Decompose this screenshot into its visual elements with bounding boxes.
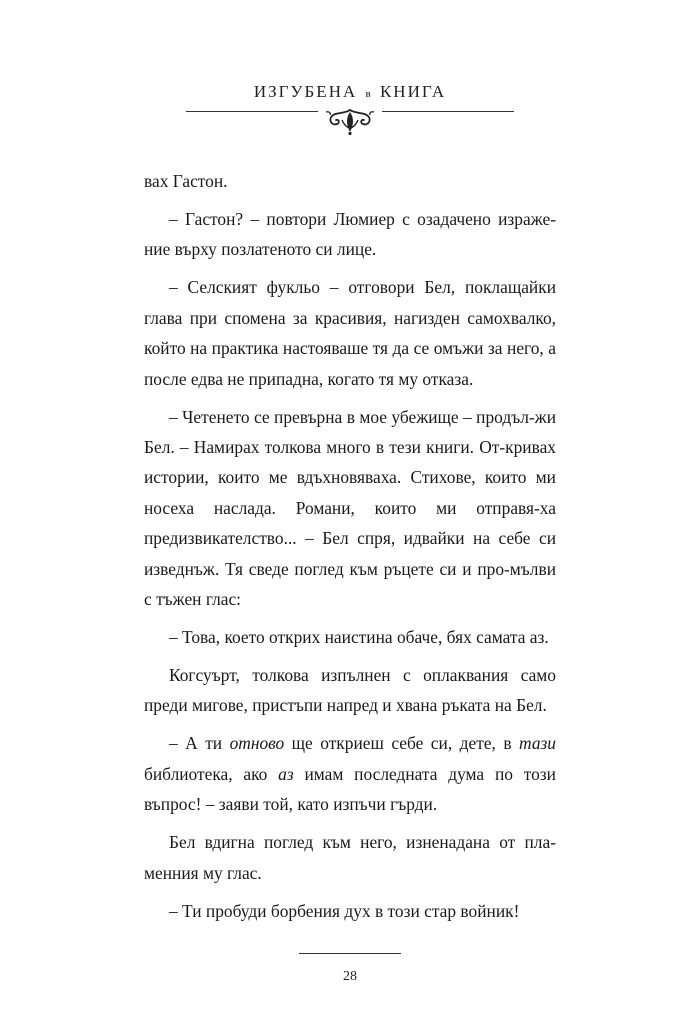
paragraph: Бел вдигна поглед към него, изненадана от пла-менния му глас. — [144, 832, 556, 883]
text-run: ще откриеш себе си, дете, в — [284, 733, 520, 754]
running-head-title-part1: ИЗГУБЕНА — [253, 82, 358, 101]
body-text — [144, 166, 556, 934]
paragraph: – Селският фукльо – отговори Бел, поклащайки глава при спомена за красивия, нагизден самохвалко, който на практика настояваше тя да се омъжи за него, а после едва не припадна, когато тя му отказа. — [144, 277, 556, 389]
text-run: – А ти — [169, 733, 230, 754]
emphasis: аз — [278, 763, 294, 784]
paragraph: – Четенето се превърна в мое убежище – продъл-жи Бел. – Намирах толкова много в тези книги. От-кривах истории, които ме вдъхновяваха. Стихове, които ми носеха наслада. Романи, които ми отправя-ха предизвикателство... – Бел спря, идвайки на себе си изведнъж. Тя сведе поглед към ръцете си и про-мълви с тъжен глас: — [144, 406, 556, 610]
paragraph-with-emphasis — [144, 728, 556, 819]
paragraph: – Гастон? – повтори Люмиер с озадачено израже-ние върху позлатеното си лице. — [144, 209, 556, 260]
paragraph-continued: вах Гастон. — [144, 171, 228, 191]
paragraph: – Ти пробуди борбения дух в този стар войник! — [169, 900, 520, 921]
emphasis: тази — [519, 733, 556, 754]
running-head — [0, 82, 700, 102]
emphasis: отново — [229, 733, 285, 754]
footer-rule — [299, 953, 401, 954]
text-run: библиотека, ако — [144, 763, 279, 784]
running-head-title-part2: КНИГА — [379, 82, 447, 101]
flourish-ornament-icon — [318, 106, 382, 136]
paragraph: Когсуърт, толкова изпълнен с оплаквания само преди мигове, пристъпи напред и хвана ръката на Бел. — [144, 665, 556, 716]
text-run: имам последната дума по този въпрос! – заяви той, като изпъчи гърди. — [144, 763, 556, 815]
running-head-preposition: в — [365, 88, 372, 100]
page-number: 28 — [343, 969, 357, 984]
paragraph: – Това, което открих наистина обаче, бях самата аз. — [169, 627, 549, 648]
